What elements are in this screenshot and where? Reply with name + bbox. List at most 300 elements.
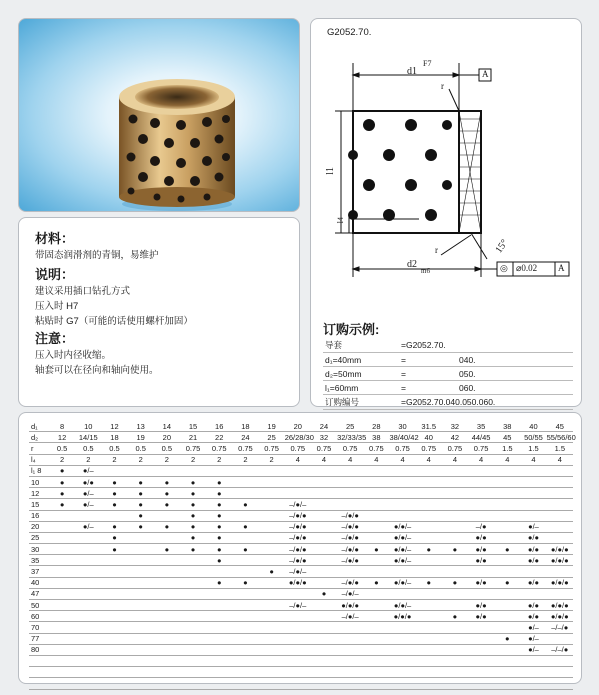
- spec-cell: [311, 611, 337, 622]
- spec-cell: [442, 678, 468, 689]
- spec-cell: –/●/●: [285, 532, 311, 543]
- spec-row-l1: [29, 600, 573, 611]
- spec-cell: [259, 667, 285, 678]
- order-row: [323, 381, 573, 395]
- spec-row-l1: [29, 510, 573, 521]
- spec-row-empty: [29, 667, 573, 678]
- spec-cell: [363, 600, 389, 611]
- spec-cell: 0.5: [75, 443, 101, 454]
- spec-cell: [311, 555, 337, 566]
- spec-cell: 0.5: [128, 443, 154, 454]
- spec-cell: [232, 476, 258, 487]
- order-cell: 040.: [451, 353, 573, 367]
- spec-cell: [494, 532, 520, 543]
- spec-cell: ●: [442, 577, 468, 588]
- spec-cell: 4: [494, 454, 520, 465]
- spec-cell: [232, 488, 258, 499]
- spec-cell: [259, 510, 285, 521]
- spec-cell: [337, 622, 363, 633]
- spec-row-l1: [29, 465, 573, 476]
- spec-cell: [416, 521, 442, 532]
- spec-cell: [337, 499, 363, 510]
- spec-cell: 14/15: [75, 432, 101, 443]
- row-label: 47: [29, 588, 49, 599]
- spec-cell: [468, 678, 494, 689]
- spec-row-l1: [29, 476, 573, 487]
- spec-cell: ●/●/●: [547, 544, 573, 555]
- spec-cell: ●/●/–: [389, 555, 415, 566]
- spec-cell: ●: [363, 577, 389, 588]
- spec-cell: [180, 667, 206, 678]
- spec-cell: [101, 678, 127, 689]
- spec-cell: ●: [101, 532, 127, 543]
- spec-cell: [49, 611, 75, 622]
- row-label: 25: [29, 532, 49, 543]
- spec-cell: ●: [180, 532, 206, 543]
- spec-cell: 0.75: [206, 443, 232, 454]
- spec-cell: [494, 588, 520, 599]
- spec-cell: [49, 600, 75, 611]
- spec-cell: [206, 678, 232, 689]
- spec-cell: [468, 465, 494, 476]
- spec-cell: [442, 476, 468, 487]
- spec-cell: 19: [128, 432, 154, 443]
- spec-cell: [128, 577, 154, 588]
- spec-cell: 1.5: [547, 443, 573, 454]
- spec-cell: [180, 600, 206, 611]
- row-label: 50: [29, 600, 49, 611]
- spec-cell: [547, 476, 573, 487]
- spec-cell: –/●/–: [337, 611, 363, 622]
- spec-cell: 38/40/42: [389, 432, 419, 442]
- spec-table: [29, 421, 576, 690]
- spec-cell: [285, 476, 311, 487]
- spec-cell: [259, 655, 285, 666]
- tolerance-datum: A: [558, 263, 565, 273]
- spec-cell: ●/●/–: [389, 521, 415, 532]
- spec-cell: [311, 544, 337, 555]
- spec-cell: [75, 611, 101, 622]
- spec-cell: –/●/●: [285, 510, 311, 521]
- spec-cell: [49, 566, 75, 577]
- spec-cell: 0.75: [442, 443, 468, 454]
- spec-cell: 35: [468, 421, 494, 432]
- spec-cell: [520, 510, 546, 521]
- drawing-panel: [310, 18, 582, 407]
- spec-cell: [75, 600, 101, 611]
- spec-cell: [520, 499, 546, 510]
- spec-cell: –/●/●: [337, 577, 363, 588]
- spec-cell: ●: [128, 488, 154, 499]
- spec-cell: [49, 655, 75, 666]
- spec-cell: [363, 476, 389, 487]
- spec-cell: [311, 566, 337, 577]
- angle-label: 15°: [493, 237, 511, 256]
- spec-cell: 4: [337, 454, 363, 465]
- spec-cell: –/●/–: [285, 600, 311, 611]
- spec-cell: –/●/●: [285, 544, 311, 555]
- spec-cell: [232, 667, 258, 678]
- spec-cell: [311, 577, 337, 588]
- row-label: 40: [29, 577, 49, 588]
- spec-cell: [259, 499, 285, 510]
- spec-cell: [389, 633, 415, 644]
- spec-cell: [259, 678, 285, 689]
- spec-cell: [442, 488, 468, 499]
- spec-cell: –/●/●: [285, 555, 311, 566]
- order-cell: =G2052.70.: [399, 338, 573, 353]
- spec-cell: 0.5: [101, 443, 127, 454]
- spec-cell: ●: [494, 633, 520, 644]
- spec-cell: 2: [154, 454, 180, 465]
- spec-cell: 12: [101, 421, 127, 432]
- spec-cell: [468, 667, 494, 678]
- spec-cell: 2: [101, 454, 127, 465]
- spec-cell: [154, 622, 180, 633]
- spec-cell: –/–/●: [547, 622, 573, 633]
- order-cell: =G2052.70.040.050.060.: [399, 395, 573, 410]
- spec-cell: [311, 510, 337, 521]
- order-cell: 050.: [451, 367, 573, 381]
- spec-cell: 18: [101, 432, 127, 443]
- spec-cell: [285, 667, 311, 678]
- spec-cell: [442, 667, 468, 678]
- spec-cell: [468, 566, 494, 577]
- spec-cell: [259, 544, 285, 555]
- spec-cell: [101, 644, 127, 655]
- spec-cell: ●/●/●: [547, 555, 573, 566]
- spec-cell: [494, 667, 520, 678]
- spec-cell: ●/●/●: [337, 600, 363, 611]
- spec-cell: [363, 667, 389, 678]
- spec-cell: [128, 644, 154, 655]
- spec-cell: [363, 499, 389, 510]
- spec-cell: [285, 678, 311, 689]
- spec-cell: [285, 488, 311, 499]
- spec-row-empty: [29, 678, 573, 689]
- spec-cell: [311, 667, 337, 678]
- spec-cell: ●: [206, 476, 232, 487]
- l4-label: l4: [336, 217, 345, 224]
- spec-cell: ●: [494, 577, 520, 588]
- spec-cell: [259, 588, 285, 599]
- bushing-photo: [19, 19, 300, 212]
- spec-cell: [49, 678, 75, 689]
- spec-cell: [547, 667, 573, 678]
- row-label: d₁: [29, 421, 49, 432]
- spec-cell: 0.75: [337, 443, 363, 454]
- spec-cell: 1.5: [520, 443, 546, 454]
- spec-row-l1: [29, 633, 573, 644]
- spec-cell: ●: [128, 521, 154, 532]
- spec-cell: [416, 465, 442, 476]
- spec-cell: [180, 566, 206, 577]
- spec-cell: ●: [101, 476, 127, 487]
- spec-cell: [494, 611, 520, 622]
- spec-cell: [180, 465, 206, 476]
- m6-label: m6: [421, 267, 430, 275]
- spec-cell: 20: [154, 432, 180, 443]
- spec-cell: [311, 499, 337, 510]
- spec-cell: [128, 655, 154, 666]
- spec-cell: [416, 655, 442, 666]
- spec-cell: ●/●/●: [547, 577, 573, 588]
- spec-cell: [206, 667, 232, 678]
- spec-cell: [547, 488, 573, 499]
- spec-cell: [206, 633, 232, 644]
- row-label: d₂: [29, 432, 49, 443]
- spec-cell: ●: [49, 488, 75, 499]
- spec-cell: [389, 510, 415, 521]
- spec-cell: [128, 532, 154, 543]
- spec-row-r: [29, 443, 573, 454]
- spec-cell: [389, 644, 415, 655]
- spec-cell: [101, 600, 127, 611]
- spec-cell: [416, 488, 442, 499]
- spec-cell: 4: [442, 454, 468, 465]
- spec-cell: [468, 655, 494, 666]
- spec-cell: ●: [416, 577, 442, 588]
- spec-cell: [232, 678, 258, 689]
- spec-cell: 0.75: [232, 443, 258, 454]
- spec-cell: 0.75: [259, 443, 285, 454]
- spec-cell: [311, 465, 337, 476]
- spec-cell: 0.75: [416, 443, 442, 454]
- spec-cell: [128, 555, 154, 566]
- spec-cell: ●/●: [520, 600, 546, 611]
- spec-cell: [285, 633, 311, 644]
- spec-cell: 44/45: [468, 432, 494, 443]
- spec-cell: ●/●: [468, 532, 494, 543]
- spec-cell: [389, 566, 415, 577]
- spec-cell: 4: [468, 454, 494, 465]
- spec-cell: [311, 678, 337, 689]
- spec-cell: [494, 566, 520, 577]
- spec-cell: ●: [180, 544, 206, 555]
- spec-cell: [311, 622, 337, 633]
- spec-cell: [494, 600, 520, 611]
- spec-cell: [75, 678, 101, 689]
- spec-cell: [75, 532, 101, 543]
- spec-cell: [494, 476, 520, 487]
- spec-cell: [416, 633, 442, 644]
- spec-cell: [468, 644, 494, 655]
- spec-cell: ●: [128, 510, 154, 521]
- spec-cell: ●: [206, 555, 232, 566]
- spec-cell: [416, 600, 442, 611]
- spec-cell: ●/●: [468, 555, 494, 566]
- spec-cell: [416, 644, 442, 655]
- spec-cell: ●: [180, 510, 206, 521]
- spec-row-d2: [29, 432, 573, 443]
- spec-cell: [468, 510, 494, 521]
- spec-cell: [101, 555, 127, 566]
- spec-cell: 25: [259, 432, 285, 443]
- spec-cell: 0.75: [311, 443, 337, 454]
- spec-cell: [363, 655, 389, 666]
- spec-cell: 50/55: [520, 432, 546, 443]
- spec-cell: 4: [389, 454, 415, 465]
- spec-cell: [547, 510, 573, 521]
- spec-cell: [468, 622, 494, 633]
- spec-cell: [154, 588, 180, 599]
- spec-cell: [101, 622, 127, 633]
- spec-cell: –/●/–: [285, 499, 311, 510]
- technical-drawing: [311, 19, 583, 309]
- spec-cell: [259, 633, 285, 644]
- spec-cell: ●/●: [468, 600, 494, 611]
- spec-cell: [337, 566, 363, 577]
- spec-cell: 4: [547, 454, 573, 465]
- row-label: 16: [29, 510, 49, 521]
- spec-cell: 2: [128, 454, 154, 465]
- spec-cell: 2: [49, 454, 75, 465]
- spec-cell: ●: [180, 499, 206, 510]
- spec-cell: [75, 588, 101, 599]
- spec-cell: [547, 588, 573, 599]
- spec-row-l1: [29, 555, 573, 566]
- spec-cell: ●: [154, 521, 180, 532]
- spec-cell: [416, 476, 442, 487]
- spec-cell: ●: [442, 544, 468, 555]
- spec-cell: [494, 622, 520, 633]
- spec-cell: [416, 555, 442, 566]
- spec-cell: ●/–: [75, 488, 101, 499]
- spec-cell: [232, 611, 258, 622]
- spec-cell: [389, 588, 415, 599]
- spec-cell: 2: [180, 454, 206, 465]
- spec-cell: ●/●/●: [547, 611, 573, 622]
- spec-cell: [101, 611, 127, 622]
- spec-cell: [311, 644, 337, 655]
- spec-cell: –/●: [468, 521, 494, 532]
- spec-cell: [75, 633, 101, 644]
- spec-cell: [49, 588, 75, 599]
- spec-cell: [128, 544, 154, 555]
- spec-cell: ●: [128, 476, 154, 487]
- row-label: [29, 655, 49, 666]
- spec-cell: [259, 600, 285, 611]
- spec-cell: [520, 667, 546, 678]
- spec-cell: [232, 622, 258, 633]
- row-label: r: [29, 443, 49, 454]
- spec-cell: [128, 622, 154, 633]
- spec-row-l1: [29, 622, 573, 633]
- spec-cell: 8: [49, 421, 75, 432]
- f7-label: F7: [423, 59, 432, 68]
- spec-cell: [520, 566, 546, 577]
- spec-cell: [547, 655, 573, 666]
- spec-cell: [128, 465, 154, 476]
- row-label: 12: [29, 488, 49, 499]
- spec-cell: ●: [180, 521, 206, 532]
- spec-cell: [337, 667, 363, 678]
- spec-cell: [101, 633, 127, 644]
- spec-cell: [363, 566, 389, 577]
- spec-cell: 0.5: [49, 443, 75, 454]
- spec-cell: [180, 655, 206, 666]
- spec-cell: ●: [101, 521, 127, 532]
- spec-cell: [180, 588, 206, 599]
- spec-cell: [259, 555, 285, 566]
- spec-cell: [363, 465, 389, 476]
- spec-cell: [101, 577, 127, 588]
- spec-cell: 0.75: [363, 443, 389, 454]
- spec-cell: [285, 644, 311, 655]
- spec-cell: [389, 476, 415, 487]
- spec-cell: ●: [206, 499, 232, 510]
- spec-cell: ●: [154, 544, 180, 555]
- spec-cell: [311, 488, 337, 499]
- spec-cell: 4: [311, 454, 337, 465]
- spec-cell: [75, 667, 101, 678]
- spec-cell: 45: [494, 432, 520, 443]
- spec-cell: [154, 555, 180, 566]
- spec-cell: [389, 667, 415, 678]
- spec-cell: [520, 465, 546, 476]
- spec-cell: [468, 633, 494, 644]
- spec-cell: [180, 678, 206, 689]
- spec-cell: [232, 555, 258, 566]
- spec-cell: [259, 622, 285, 633]
- spec-cell: [206, 622, 232, 633]
- spec-cell: [442, 655, 468, 666]
- spec-cell: 4: [285, 454, 311, 465]
- row-label: 20: [29, 521, 49, 532]
- spec-cell: [128, 611, 154, 622]
- tolerance-value: ⌀0.02: [516, 263, 538, 273]
- spec-cell: ●/●: [520, 577, 546, 588]
- spec-cell: 0.75: [180, 443, 206, 454]
- spec-cell: [468, 499, 494, 510]
- spec-cell: [416, 566, 442, 577]
- spec-cell: [259, 577, 285, 588]
- spec-cell: [337, 465, 363, 476]
- spec-cell: [75, 644, 101, 655]
- spec-cell: [75, 622, 101, 633]
- order-cell: d₂=50mm: [323, 367, 399, 381]
- spec-cell: [101, 667, 127, 678]
- spec-cell: [442, 600, 468, 611]
- spec-cell: ●: [154, 499, 180, 510]
- d2-label: d2: [407, 259, 417, 270]
- order-cell: 订购编号: [323, 395, 399, 410]
- spec-cell: [389, 655, 415, 666]
- spec-cell: 0.5: [154, 443, 180, 454]
- spec-cell: [494, 655, 520, 666]
- spec-cell: [259, 465, 285, 476]
- spec-cell: ●: [49, 476, 75, 487]
- spec-cell: 12: [49, 432, 75, 443]
- spec-cell: [154, 611, 180, 622]
- spec-cell: [232, 655, 258, 666]
- spec-cell: [494, 644, 520, 655]
- spec-cell: –/●/–: [337, 588, 363, 599]
- spec-cell: –/●/●: [337, 555, 363, 566]
- spec-cell: 21: [180, 432, 206, 443]
- spec-cell: [520, 678, 546, 689]
- spec-cell: [311, 521, 337, 532]
- spec-cell: [101, 588, 127, 599]
- spec-cell: [259, 611, 285, 622]
- spec-cell: 4: [520, 454, 546, 465]
- spec-cell: [337, 678, 363, 689]
- spec-cell: ●/●/–: [389, 577, 415, 588]
- row-label: 35: [29, 555, 49, 566]
- order-cell: 导套: [323, 338, 399, 353]
- spec-cell: [101, 465, 127, 476]
- order-cell: d₁=40mm: [323, 353, 399, 367]
